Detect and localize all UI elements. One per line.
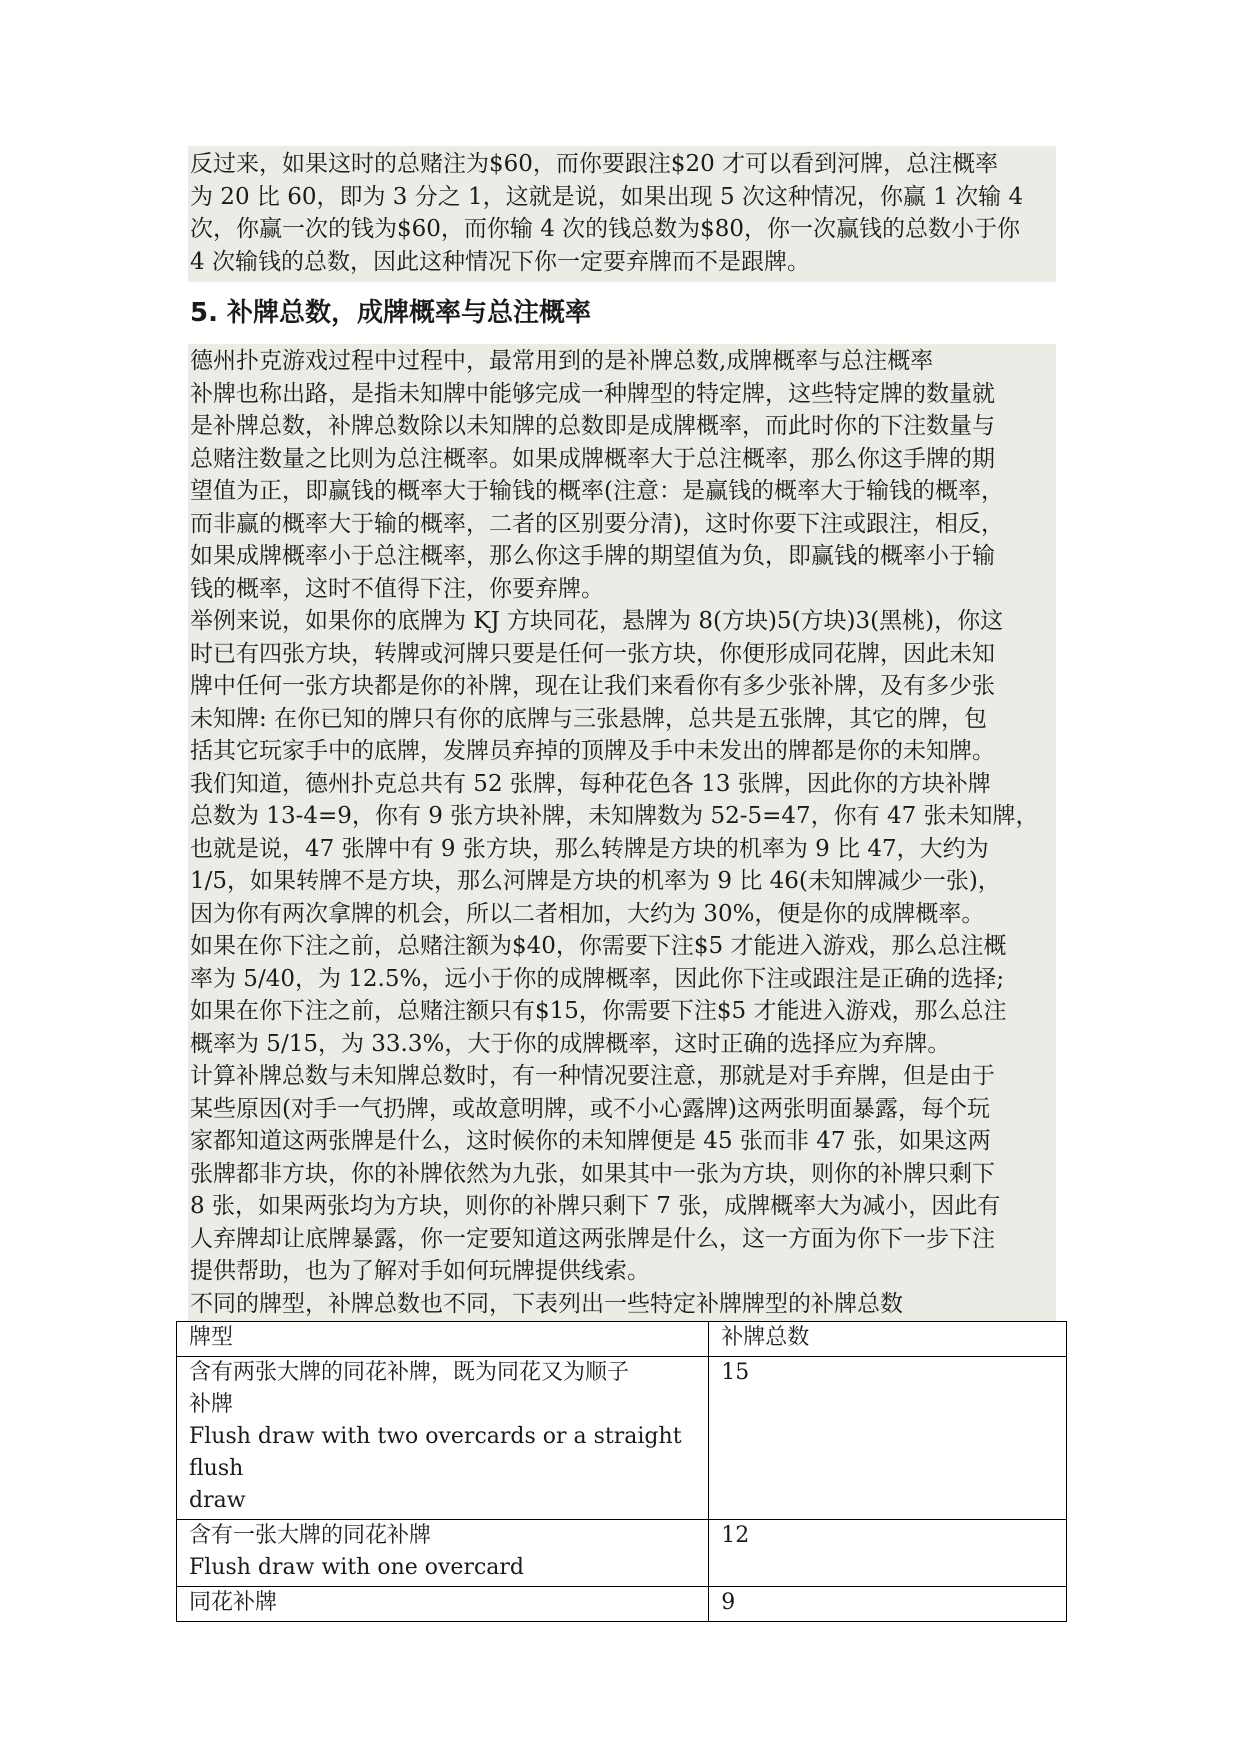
text-line: 某些原因(对手一气扔牌，或故意明牌，或不小心露牌)这两张明面暴露，每个玩 — [190, 1095, 990, 1122]
text-line: 如果成牌概率小于总注概率，那么你这手牌的期望值为负，即赢钱的概率小于输 — [190, 543, 995, 569]
header-draw-type: 牌型 — [177, 1322, 709, 1357]
text-line: 张牌都非方块，你的补牌依然为九张，如果其中一张为方块，则你的补牌只剩下 — [190, 1160, 995, 1187]
intro-paragraph — [190, 148, 1065, 278]
body-paragraph — [190, 345, 1065, 1320]
text-line: 为 20 比 60，即为 3 分之 1，这就是说，如果出现 5 次这种情况，你赢 1 次输 4 — [190, 183, 1024, 210]
text-line: 计算补牌总数与未知牌总数时，有一种情况要注意，那就是对手弃牌，但是由于 — [190, 1063, 995, 1089]
text-line: 反过来，如果这时的总赌注为$60，而你要跟注$20 才可以看到河牌，总注概率 — [190, 151, 999, 177]
text-line: 如果在你下注之前，总赌注额为$40，你需要下注$5 才能进入游戏，那么总注概 — [190, 933, 1007, 959]
text-line: 未知牌: 在你已知的牌只有你的底牌与三张悬牌，总共是五张牌，其它的牌，包 — [190, 705, 988, 732]
text-line: 也就是说，47 张牌中有 9 张方块，那么转牌是方块的机率为 9 比 47，大约为 — [190, 835, 989, 862]
text-line: 牌中任何一张方块都是你的补牌，现在让我们来看你有多少张补牌，及有多少张 — [190, 673, 995, 699]
text-line: 次，你赢一次的钱为$60，而你输 4 次的钱总数为$80，你一次赢钱的总数小于你 — [190, 216, 1021, 242]
table-row — [177, 1357, 1067, 1520]
text-line: 家都知道这两张牌是什么，这时候你的未知牌便是 45 张而非 47 张，如果这两 — [190, 1128, 991, 1154]
text-line: 括其它玩家手中的底牌，发牌员弃掉的顶牌及手中未发出的牌都是你的未知牌。 — [190, 738, 995, 764]
text-line: 不同的牌型，补牌总数也不同，下表列出一些特定补牌牌型的补牌总数 — [190, 1290, 903, 1317]
text-line: 我们知道，德州扑克总共有 52 张牌，每种花色各 13 张牌，因此你的方块补牌 — [190, 770, 991, 797]
text-line: 举例来说，如果你的底牌为 KJ 方块同花，悬牌为 8(方块)5(方块)3(黑桃)，你这 — [190, 608, 1004, 634]
text-line: 因为你有两次拿牌的机会，所以二者相加，大约为 30%，便是你的成牌概率。 — [190, 900, 985, 927]
table-row — [177, 1587, 1067, 1622]
draw-type-cell — [177, 1520, 709, 1587]
section-heading: 5. 补牌总数，成牌概率与总注概率 — [190, 298, 592, 328]
draw-type-cell — [177, 1587, 709, 1622]
draw-type-cell — [177, 1357, 709, 1520]
cell-text: 含有一张大牌的同花补牌 — [189, 1523, 432, 1548]
text-line: 如果在你下注之前，总赌注额只有$15，你需要下注$5 才能进入游戏，那么总注 — [190, 998, 1007, 1024]
text-line: 时已有四张方块，转牌或河牌只要是任何一张方块，你便形成同花牌，因此未知 — [190, 640, 995, 667]
outs-cell: 15 — [709, 1357, 1067, 1520]
text-line: 望值为正，即赢钱的概率大于输钱的概率(注意：是赢钱的概率大于输钱的概率， — [190, 478, 1004, 504]
cell-text: 含有两张大牌的同花补牌，既为同花又为顺子 — [189, 1360, 630, 1385]
text-line: 人弃牌却让底牌暴露，你一定要知道这两张牌是什么，这一方面为你下一步下注 — [190, 1225, 995, 1252]
outs-cell: 12 — [709, 1520, 1067, 1587]
header-outs: 补牌总数 — [709, 1322, 1067, 1357]
text-line: 1/5，如果转牌不是方块，那么河牌是方块的机率为 9 比 46(未知牌减少一张)， — [190, 868, 1001, 894]
text-line: 概率为 5/15，为 33.3%，大于你的成牌概率，这时正确的选择应为弃牌。 — [190, 1030, 951, 1057]
text-line: 补牌也称出路，是指未知牌中能够完成一种牌型的特定牌，这些特定牌的数量就 — [190, 380, 995, 407]
cell-text: Flush draw with one overcard — [189, 1555, 525, 1580]
cell-text: 补牌 — [189, 1392, 234, 1417]
text-line: 率为 5/40，为 12.5%，远小于你的成牌概率，因此你下注或跟注是正确的选择; — [190, 965, 1005, 992]
text-line: 而非赢的概率大于输的概率，二者的区别要分清)，这时你要下注或跟注，相反， — [190, 510, 1004, 537]
text-line: 总数为 13-4=9，你有 9 张方块补牌，未知牌数为 52-5=47，你有 47 张未知牌， — [190, 803, 1039, 829]
text-line: 德州扑克游戏过程中过程中，最常用到的是补牌总数,成牌概率与总注概率 — [190, 348, 934, 374]
text-line: 总赌注数量之比则为总注概率。如果成牌概率大于总注概率，那么你这手牌的期 — [190, 445, 995, 472]
table-header-row — [177, 1322, 1067, 1357]
text-line: 钱的概率，这时不值得下注，你要弃牌。 — [190, 575, 604, 602]
outs-table — [176, 1321, 1067, 1622]
text-line: 4 次输钱的总数，因此这种情况下你一定要弃牌而不是跟牌。 — [190, 248, 810, 275]
cell-text: 同花补牌 — [189, 1590, 278, 1615]
table-row — [177, 1520, 1067, 1587]
text-line: 8 张，如果两张均为方块，则你的补牌只剩下 7 张，成牌概率大为减小，因此有 — [190, 1193, 1001, 1219]
text-line: 是补牌总数，补牌总数除以未知牌的总数即是成牌概率，而此时你的下注数量与 — [190, 413, 995, 439]
text-line: 提供帮助，也为了解对手如何玩牌提供线索。 — [190, 1258, 650, 1284]
cell-text: draw — [189, 1488, 246, 1513]
outs-cell: 9 — [709, 1587, 1067, 1622]
cell-text: Flush draw with two overcards or a straight flush — [189, 1424, 682, 1481]
